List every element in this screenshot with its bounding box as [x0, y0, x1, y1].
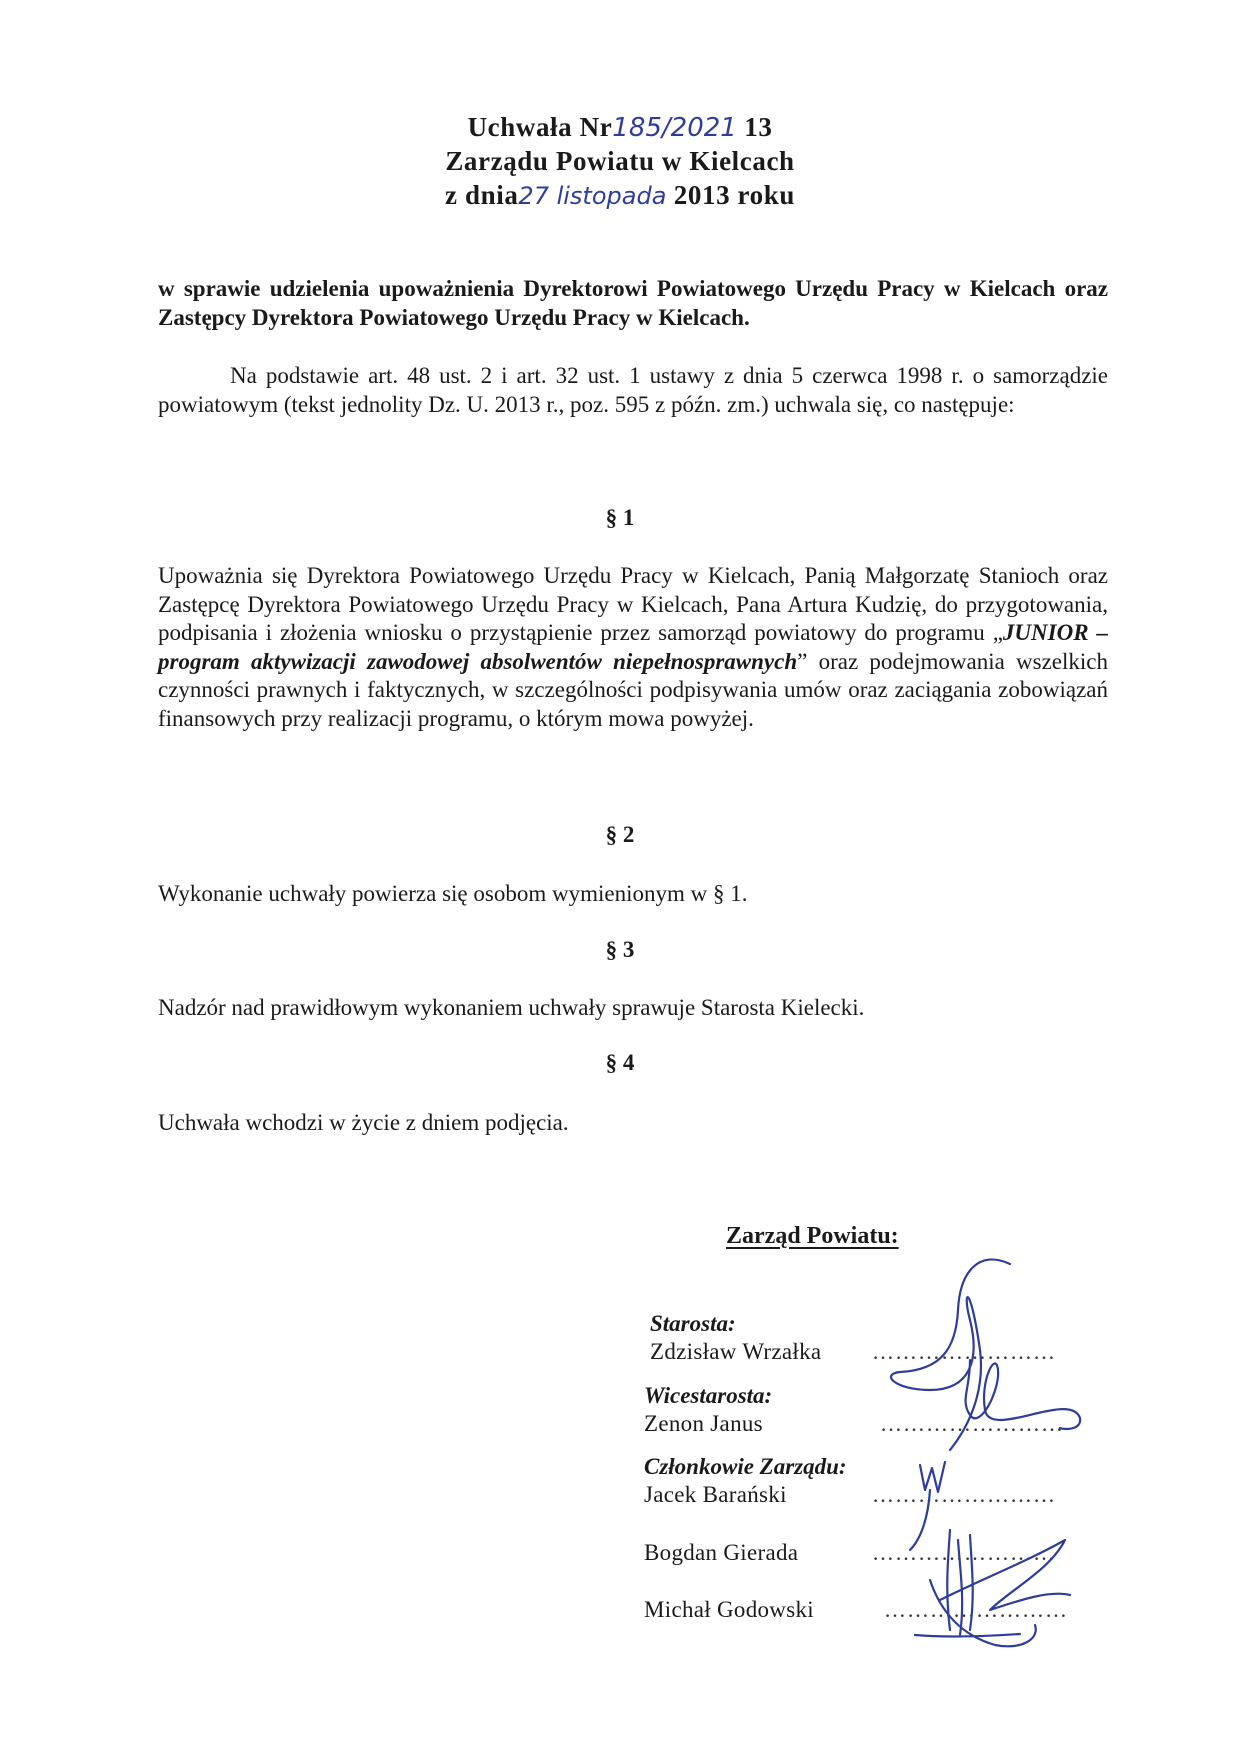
section-1-text-part2: ” oraz podejmowania wszelkich czynności prawnych i faktycznych, w szczególności podpisywania umów oraz zaciągania zobowiązań finansowych przy realizacji programu, o którym mowa powyżej.	[158, 648, 1108, 731]
section-2-heading: § 2	[605, 822, 635, 847]
resolution-date-prefix: z dnia	[445, 180, 519, 210]
resolution-number-prefix: Uchwała Nr	[467, 112, 613, 142]
board-title: Zarząd Powiatu:	[726, 1223, 899, 1249]
section-1-heading: § 1	[605, 505, 635, 530]
legal-basis: Na podstawie art. 48 ust. 2 i art. 32 ust. 1 ustawy z dnia 5 czerwca 1998 r. o samorządzie powiatowym (tekst jednolity Dz. U. 2013 r., poz. 595 z późn. zm.) uchwala się, co następuje:	[158, 363, 1108, 417]
section-1-text	[158, 562, 1108, 734]
name-member-1: Jacek Barański	[644, 1482, 787, 1507]
signature-line-wicestarosta: ……………………	[880, 1411, 1064, 1436]
signature-wicestarosta	[966, 1360, 1081, 1429]
name-starosta: Zdzisław Wrzałka	[650, 1339, 822, 1364]
signature-member-3	[915, 1580, 1036, 1646]
section-2-text: Wykonanie uchwały powierza się osobom wymienionym w § 1.	[158, 881, 748, 906]
name-member-3: Michał Godowski	[644, 1597, 814, 1622]
name-member-2: Bogdan Gierada	[644, 1540, 799, 1565]
section-3-text: Nadzór nad prawidłowym wykonaniem uchwały sprawuje Starosta Kielecki.	[158, 995, 865, 1020]
resolution-date-suffix: 2013 roku	[673, 180, 795, 210]
role-members: Członkowie Zarządu:	[644, 1454, 847, 1479]
section-4-text: Uchwała wchodzi w życie z dniem podjęcia.	[158, 1110, 569, 1135]
issuing-body: Zarządu Powiatu w Kielcach	[445, 146, 795, 176]
resolution-number	[0, 112, 1240, 143]
program-name: JUNIOR – program aktywizacji zawodowej absolwentów niepełnosprawnych	[158, 620, 1108, 674]
role-wicestarosta: Wicestarosta:	[644, 1383, 773, 1408]
resolution-subject: w sprawie udzielenia upoważnienia Dyrektorowi Powiatowego Urzędu Pracy w Kielcach oraz Zastępcy Dyrektora Powiatowego Urzędu Pracy w Kielcach.	[158, 276, 1108, 330]
signature-line-member-3: ……………………	[884, 1597, 1068, 1622]
handwritten-number: 185/2021	[612, 113, 737, 143]
resolution-date	[0, 180, 1240, 211]
signature-member-2	[940, 1530, 1070, 1635]
handwritten-signatures	[820, 1240, 1120, 1660]
signature-line-member-2: ……………………	[872, 1540, 1056, 1565]
section-1-text-part1: Upoważnia się Dyrektora Powiatowego Urzędu Pracy w Kielcach, Panią Małgorzatę Stanioch oraz Zastępcę Dyrektora Powiatowego Urzędu Pracy w Kielcach, Pana Artura Kudzię, do przygotowania, podpisania i złożenia wniosku o przystąpienie przez samorząd powiatowy do programu „	[158, 563, 1108, 646]
section-4-heading: § 4	[605, 1050, 635, 1075]
name-wicestarosta: Zenon Janus	[644, 1411, 763, 1436]
resolution-number-year: 13	[744, 112, 773, 142]
handwritten-date: 27 listopada	[518, 182, 667, 210]
signature-line-member-1: ……………………	[872, 1482, 1056, 1507]
section-3-heading: § 3	[605, 937, 635, 962]
signature-member-1	[910, 1462, 945, 1550]
role-starosta: Starosta:	[650, 1311, 736, 1336]
signature-starosta	[891, 1260, 1010, 1450]
signature-line-starosta: ……………………	[872, 1339, 1056, 1364]
